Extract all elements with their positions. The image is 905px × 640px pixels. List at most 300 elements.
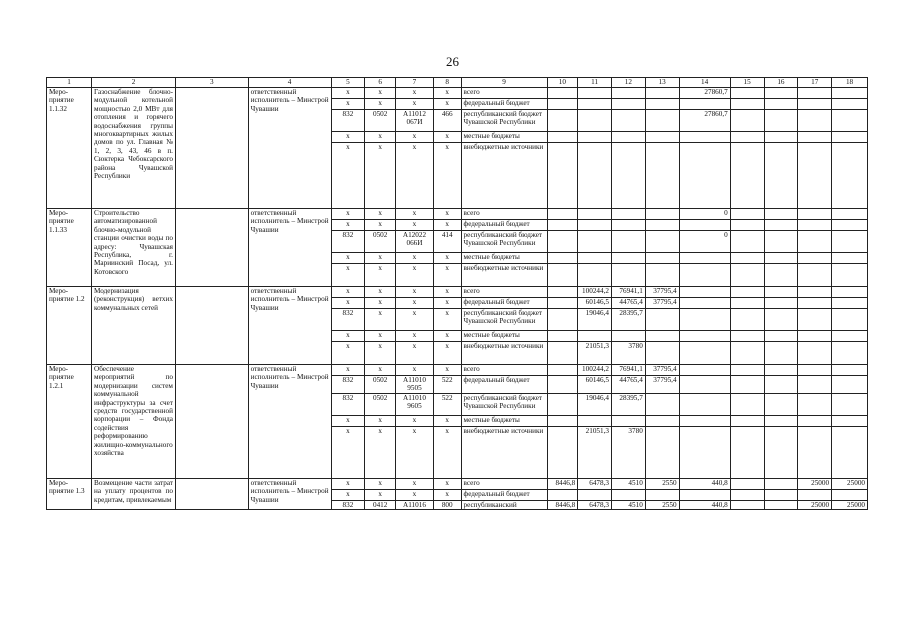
budget-code-cell: x (331, 415, 365, 426)
amount-cell (645, 99, 679, 110)
funding-source-cell: федеральный бюджет (461, 489, 547, 500)
amount-cell (832, 331, 868, 342)
column-header: 9 (461, 78, 547, 88)
amount-cell (578, 143, 612, 209)
amount-cell (832, 143, 868, 209)
amount-cell (578, 220, 612, 231)
budget-code-cell: x (365, 309, 396, 331)
table-row (47, 365, 868, 376)
amount-cell (547, 342, 578, 365)
budget-code-cell: x (365, 478, 396, 489)
budget-code-cell: x (365, 415, 396, 426)
amount-cell (832, 415, 868, 426)
amount-cell (679, 415, 730, 426)
budget-code-cell: 832 (331, 309, 365, 331)
amount-cell: 4510 (612, 500, 646, 509)
row-participant (175, 88, 248, 209)
amount-cell (679, 298, 730, 309)
amount-cell (764, 110, 798, 132)
row-executor: ответственный исполнитель – Минстрой Чувашии (248, 478, 331, 509)
budget-code-cell: x (331, 132, 365, 143)
row-executor: ответственный исполнитель – Минстрой Чувашии (248, 88, 331, 209)
budget-code-cell: x (331, 88, 365, 99)
funding-source-cell: местные бюджеты (461, 253, 547, 264)
amount-cell: 25000 (798, 500, 832, 509)
amount-cell (798, 426, 832, 478)
row-executor: ответственный исполнитель – Минстрой Чувашии (248, 287, 331, 365)
budget-code-cell: x (365, 209, 396, 220)
budget-code-cell: x (365, 99, 396, 110)
budget-code-cell: 800 (433, 500, 461, 509)
budget-code-cell: 0502 (365, 376, 396, 394)
amount-cell (578, 415, 612, 426)
row-code: Меро-приятие 1.3 (47, 478, 92, 509)
budget-code-cell: x (331, 287, 365, 298)
amount-cell (612, 253, 646, 264)
amount-cell (612, 331, 646, 342)
amount-cell (730, 132, 764, 143)
budget-code-cell: 466 (433, 110, 461, 132)
budget-code-cell: 832 (331, 500, 365, 509)
amount-cell (612, 231, 646, 253)
funding-source-cell: федеральный бюджет (461, 376, 547, 394)
amount-cell (578, 209, 612, 220)
amount-cell (798, 393, 832, 415)
amount-cell (798, 143, 832, 209)
amount-cell (578, 264, 612, 287)
amount-cell: 27860,7 (679, 110, 730, 132)
amount-cell (578, 88, 612, 99)
amount-cell (764, 209, 798, 220)
row-code: Меро-приятие 1.2.1 (47, 365, 92, 479)
amount-cell (764, 376, 798, 394)
funding-source-cell: местные бюджеты (461, 331, 547, 342)
budget-code-cell: x (433, 88, 461, 99)
budget-code-cell: x (396, 132, 434, 143)
amount-cell: 8446,8 (547, 500, 578, 509)
budget-code-cell: x (331, 478, 365, 489)
row-code: Меро-приятие 1.1.32 (47, 88, 92, 209)
column-header: 7 (396, 78, 434, 88)
amount-cell (730, 99, 764, 110)
amount-cell (547, 264, 578, 287)
amount-cell (645, 220, 679, 231)
amount-cell (730, 287, 764, 298)
page-number: 26 (446, 54, 459, 69)
amount-cell (730, 342, 764, 365)
amount-cell: 440,8 (679, 478, 730, 489)
amount-cell: 76941,1 (612, 287, 646, 298)
amount-cell (645, 489, 679, 500)
column-header: 14 (679, 78, 730, 88)
budget-code-cell: x (396, 365, 434, 376)
amount-cell (764, 264, 798, 287)
amount-cell (730, 309, 764, 331)
amount-cell: 0 (679, 209, 730, 220)
amount-cell (764, 500, 798, 509)
amount-cell: 0 (679, 231, 730, 253)
amount-cell (578, 99, 612, 110)
budget-code-cell: x (331, 298, 365, 309)
amount-cell (547, 298, 578, 309)
row-participant (175, 209, 248, 287)
amount-cell (730, 110, 764, 132)
budget-code-cell: x (396, 143, 434, 209)
amount-cell (679, 489, 730, 500)
amount-cell: 2550 (645, 500, 679, 509)
budget-code-cell: x (396, 489, 434, 500)
budget-code-cell: x (433, 287, 461, 298)
amount-cell (578, 132, 612, 143)
amount-cell (730, 500, 764, 509)
amount-cell: 25000 (832, 478, 868, 489)
amount-cell (764, 132, 798, 143)
column-header: 13 (645, 78, 679, 88)
amount-cell (679, 220, 730, 231)
budget-code-cell: x (396, 99, 434, 110)
amount-cell (547, 426, 578, 478)
amount-cell (798, 415, 832, 426)
amount-cell (547, 365, 578, 376)
amount-cell (730, 415, 764, 426)
amount-cell (764, 231, 798, 253)
budget-code-cell: А11010 9505 (396, 376, 434, 394)
budget-code-cell: x (396, 426, 434, 478)
amount-cell (764, 365, 798, 376)
amount-cell (832, 231, 868, 253)
amount-cell (832, 264, 868, 287)
funding-source-cell: внебюджетные источники (461, 342, 547, 365)
amount-cell (764, 287, 798, 298)
column-header: 17 (798, 78, 832, 88)
amount-cell (679, 331, 730, 342)
column-header: 4 (248, 78, 331, 88)
budget-code-cell: x (365, 489, 396, 500)
amount-cell (764, 220, 798, 231)
row-participant (175, 365, 248, 479)
amount-cell (547, 253, 578, 264)
budget-code-cell: x (331, 99, 365, 110)
amount-cell: 440,8 (679, 500, 730, 509)
amount-cell (764, 99, 798, 110)
amount-cell (547, 489, 578, 500)
amount-cell (832, 287, 868, 298)
amount-cell (798, 209, 832, 220)
budget-code-cell: x (331, 331, 365, 342)
column-header: 3 (175, 78, 248, 88)
amount-cell (645, 132, 679, 143)
amount-cell (645, 231, 679, 253)
amount-cell (730, 253, 764, 264)
table-row (47, 209, 868, 220)
amount-cell: 19046,4 (578, 393, 612, 415)
amount-cell (679, 393, 730, 415)
budget-code-cell: x (331, 220, 365, 231)
budget-code-cell: x (331, 365, 365, 376)
amount-cell (730, 426, 764, 478)
budget-code-cell: x (365, 426, 396, 478)
amount-cell (679, 426, 730, 478)
amount-cell (547, 132, 578, 143)
column-header: 12 (612, 78, 646, 88)
amount-cell (679, 309, 730, 331)
funding-source-cell: республиканский бюджет Чувашской Республики (461, 110, 547, 132)
amount-cell: 37795,4 (645, 376, 679, 394)
amount-cell (547, 309, 578, 331)
amount-cell (645, 209, 679, 220)
row-executor: ответственный исполнитель – Минстрой Чувашии (248, 209, 331, 287)
amount-cell: 28395,7 (612, 309, 646, 331)
funding-source-cell: всего (461, 287, 547, 298)
row-participant (175, 287, 248, 365)
amount-cell: 4510 (612, 478, 646, 489)
budget-code-cell: x (365, 220, 396, 231)
budget-code-cell: А11012 067И (396, 110, 434, 132)
amount-cell (645, 415, 679, 426)
amount-cell: 8446,8 (547, 478, 578, 489)
budget-code-cell: x (433, 143, 461, 209)
budget-code-cell: x (433, 365, 461, 376)
amount-cell (798, 342, 832, 365)
amount-cell (730, 331, 764, 342)
amount-cell: 60146,5 (578, 376, 612, 394)
budget-code-cell: x (433, 478, 461, 489)
budget-code-cell: x (396, 342, 434, 365)
budget-code-cell: x (331, 489, 365, 500)
amount-cell: 44765,4 (612, 298, 646, 309)
amount-cell (832, 393, 868, 415)
amount-cell (679, 376, 730, 394)
budget-code-cell: 832 (331, 376, 365, 394)
amount-cell (730, 298, 764, 309)
amount-cell (764, 309, 798, 331)
budget-code-cell: x (396, 331, 434, 342)
budget-code-cell: x (365, 253, 396, 264)
amount-cell (832, 376, 868, 394)
amount-cell (730, 393, 764, 415)
table-row (47, 88, 868, 99)
budget-code-cell: x (396, 309, 434, 331)
column-header: 10 (547, 78, 578, 88)
amount-cell (679, 132, 730, 143)
budget-code-cell: x (433, 132, 461, 143)
amount-cell (798, 99, 832, 110)
column-header: 6 (365, 78, 396, 88)
funding-source-cell: внебюджетные источники (461, 143, 547, 209)
amount-cell (612, 415, 646, 426)
amount-cell (798, 220, 832, 231)
funding-source-cell: федеральный бюджет (461, 99, 547, 110)
budget-code-cell: x (331, 209, 365, 220)
amount-cell (798, 365, 832, 376)
amount-cell: 60146,5 (578, 298, 612, 309)
amount-cell (764, 426, 798, 478)
amount-cell: 3780 (612, 342, 646, 365)
amount-cell (832, 426, 868, 478)
amount-cell (730, 220, 764, 231)
amount-cell (547, 393, 578, 415)
funding-source-cell: внебюджетные источники (461, 264, 547, 287)
budget-code-cell: А12022 066И (396, 231, 434, 253)
amount-cell (798, 110, 832, 132)
column-header: 15 (730, 78, 764, 88)
amount-cell: 2550 (645, 478, 679, 489)
budget-code-cell: x (331, 253, 365, 264)
budget-code-cell: x (396, 88, 434, 99)
amount-cell (832, 110, 868, 132)
amount-cell (832, 365, 868, 376)
budget-code-cell: x (433, 342, 461, 365)
amount-cell (578, 253, 612, 264)
budget-code-cell: x (433, 426, 461, 478)
amount-cell (645, 309, 679, 331)
amount-cell: 25000 (798, 478, 832, 489)
amount-cell (645, 426, 679, 478)
budget-code-cell: 0502 (365, 231, 396, 253)
amount-cell (645, 88, 679, 99)
budget-code-cell: x (331, 143, 365, 209)
budget-code-cell: x (433, 99, 461, 110)
row-executor: ответственный исполнитель – Минстрой Чувашии (248, 365, 331, 479)
amount-cell (645, 264, 679, 287)
budget-code-cell: x (365, 298, 396, 309)
funding-source-cell: всего (461, 478, 547, 489)
column-number-row (47, 78, 868, 88)
amount-cell (798, 231, 832, 253)
budget-code-cell: x (365, 88, 396, 99)
amount-cell (645, 342, 679, 365)
row-name: Возмещение части затрат на уплату процентов по кредитам, привлекаемым (92, 478, 176, 509)
budget-code-cell: x (433, 253, 461, 264)
amount-cell (730, 365, 764, 376)
amount-cell (798, 298, 832, 309)
budget-code-cell: x (433, 298, 461, 309)
amount-cell (645, 393, 679, 415)
amount-cell (547, 415, 578, 426)
amount-cell (730, 143, 764, 209)
amount-cell (612, 88, 646, 99)
budget-code-cell: x (331, 264, 365, 287)
amount-cell: 44765,4 (612, 376, 646, 394)
budget-code-cell: x (396, 209, 434, 220)
funding-source-cell: республиканский бюджет Чувашской Республики (461, 309, 547, 331)
amount-cell (798, 309, 832, 331)
amount-cell (798, 264, 832, 287)
column-header: 18 (832, 78, 868, 88)
amount-cell (645, 331, 679, 342)
row-name: Газоснабжение блочно-модульной котельной мощностью 2,0 МВт для отопления и горячего водоснабжения группы многоквартирных жилых домов по ул. Главная № 1, 2, 3, 43, 46 в п. Сюктерка Чебоксарского района Чувашской Республики (92, 88, 176, 209)
funding-source-cell: всего (461, 365, 547, 376)
budget-code-cell: x (331, 426, 365, 478)
amount-cell (679, 253, 730, 264)
amount-cell (612, 489, 646, 500)
amount-cell (679, 287, 730, 298)
amount-cell (764, 415, 798, 426)
amount-cell (645, 253, 679, 264)
amount-cell (764, 393, 798, 415)
table-row (47, 287, 868, 298)
amount-cell (832, 342, 868, 365)
amount-cell (764, 331, 798, 342)
amount-cell (764, 88, 798, 99)
amount-cell (612, 99, 646, 110)
amount-cell: 100244,2 (578, 287, 612, 298)
amount-cell (798, 287, 832, 298)
row-participant (175, 478, 248, 509)
funding-source-cell: федеральный бюджет (461, 220, 547, 231)
amount-cell: 6478,3 (578, 478, 612, 489)
amount-cell (798, 132, 832, 143)
amount-cell (547, 376, 578, 394)
amount-cell (645, 143, 679, 209)
column-header: 8 (433, 78, 461, 88)
amount-cell (832, 489, 868, 500)
amount-cell: 37795,4 (645, 287, 679, 298)
amount-cell (547, 287, 578, 298)
budget-code-cell: А11016 (396, 500, 434, 509)
budget-code-cell: x (365, 342, 396, 365)
amount-cell (730, 231, 764, 253)
amount-cell: 100244,2 (578, 365, 612, 376)
amount-cell (679, 365, 730, 376)
funding-source-cell: республиканский бюджет Чувашской Республики (461, 393, 547, 415)
amount-cell (730, 478, 764, 489)
budget-code-cell: x (365, 264, 396, 287)
funding-source-cell: республиканский (461, 500, 547, 509)
amount-cell (547, 231, 578, 253)
amount-cell (578, 489, 612, 500)
budget-code-cell: x (433, 331, 461, 342)
amount-cell (547, 99, 578, 110)
amount-cell: 21051,3 (578, 426, 612, 478)
column-header: 11 (578, 78, 612, 88)
amount-cell: 37795,4 (645, 298, 679, 309)
amount-cell: 25000 (832, 500, 868, 509)
budget-code-cell: x (396, 253, 434, 264)
amount-cell (578, 331, 612, 342)
amount-cell (612, 143, 646, 209)
amount-cell (832, 132, 868, 143)
amount-cell (612, 209, 646, 220)
amount-cell (730, 264, 764, 287)
funding-source-cell: федеральный бюджет (461, 298, 547, 309)
column-header: 5 (331, 78, 365, 88)
funding-source-cell: внебюджетные источники (461, 426, 547, 478)
budget-code-cell: 522 (433, 376, 461, 394)
amount-cell: 28395,7 (612, 393, 646, 415)
funding-source-cell: местные бюджеты (461, 415, 547, 426)
row-name: Обеспечение мероприятий по модернизации систем коммунальной инфраструктуры за счет средств государственной корпорации – Фонда содействия реформированию жилищно-коммунального хозяйства (92, 365, 176, 479)
amount-cell (679, 143, 730, 209)
budget-code-cell: x (331, 342, 365, 365)
amount-cell: 37795,4 (645, 365, 679, 376)
amount-cell (578, 231, 612, 253)
budget-code-cell: 0502 (365, 110, 396, 132)
budget-code-cell: 0412 (365, 500, 396, 509)
budget-table (46, 77, 868, 510)
budget-code-cell: x (365, 143, 396, 209)
amount-cell (832, 253, 868, 264)
funding-source-cell: республиканский бюджет Чувашской Республики (461, 231, 547, 253)
amount-cell (730, 489, 764, 500)
budget-code-cell: 832 (331, 393, 365, 415)
amount-cell (679, 264, 730, 287)
row-code: Меро-приятие 1.2 (47, 287, 92, 365)
amount-cell: 19046,4 (578, 309, 612, 331)
amount-cell (832, 99, 868, 110)
amount-cell (547, 209, 578, 220)
amount-cell (798, 376, 832, 394)
